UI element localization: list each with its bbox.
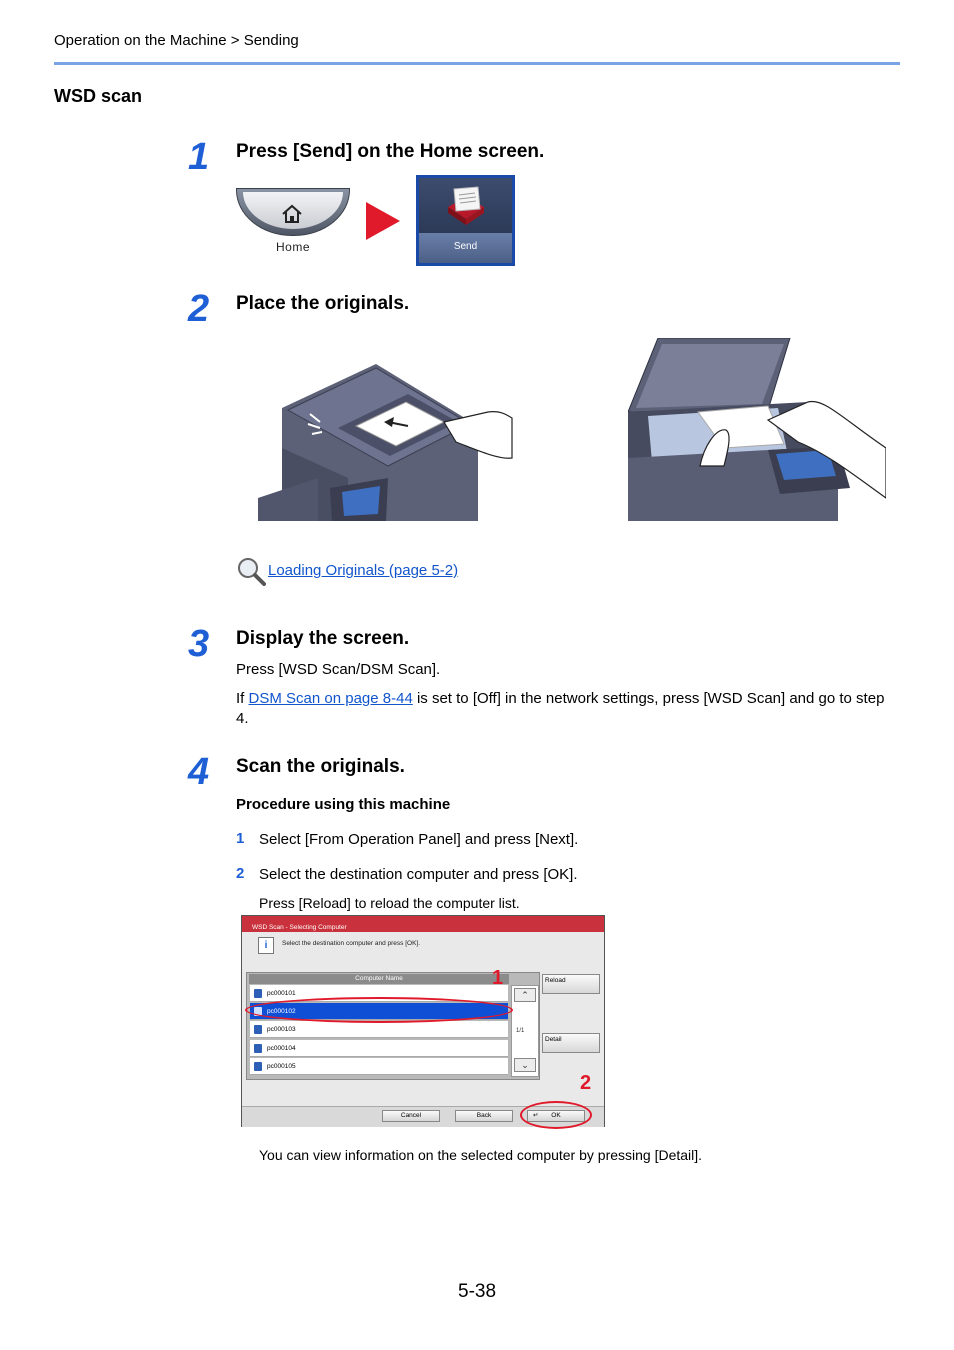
step-number-4: 4	[188, 751, 208, 793]
list-scrollbar	[511, 985, 539, 1077]
list-item[interactable]: pc000105	[250, 1058, 508, 1075]
enter-icon: ↵	[533, 1112, 539, 1119]
dsm-scan-link[interactable]: DSM Scan on page 8-44	[248, 690, 413, 707]
substep-number-2: 2	[236, 865, 245, 882]
arrow-right-icon	[366, 202, 400, 240]
platen-illustration	[628, 338, 886, 521]
reload-note: Press [Reload] to reload the computer list.	[259, 895, 520, 911]
callout-2: 2	[580, 1072, 592, 1094]
step3-paragraph	[236, 689, 900, 729]
substep-text-2: Select the destination computer and press [OK].	[259, 866, 578, 883]
info-icon: i	[258, 937, 274, 954]
home-button	[236, 188, 350, 262]
computer-icon	[254, 1044, 262, 1053]
home-label: Home	[275, 240, 310, 254]
computer-icon	[254, 1025, 262, 1034]
cancel-button[interactable]: Cancel	[382, 1110, 440, 1122]
step-number-2: 2	[188, 288, 208, 330]
list-item[interactable]: pc000101	[250, 985, 508, 1002]
reload-button[interactable]: Reload	[542, 974, 600, 994]
send-icon	[444, 183, 488, 227]
document-processor-illustration	[258, 338, 514, 521]
back-button[interactable]: Back	[455, 1110, 513, 1122]
list-item-selected[interactable]: pc000102	[250, 1003, 508, 1020]
magnifier-icon	[236, 556, 266, 586]
screen-title: WSD Scan - Selecting Computer	[252, 924, 347, 931]
breadcrumb: Operation on the Machine > Sending	[54, 32, 299, 49]
list-item[interactable]: pc000104	[250, 1040, 508, 1057]
house-icon	[281, 204, 303, 224]
section-title: WSD scan	[54, 86, 143, 106]
list-item[interactable]: pc000103	[250, 1021, 508, 1038]
ok-label: OK	[551, 1112, 561, 1119]
send-label: Send	[453, 241, 478, 252]
header-rule	[54, 62, 900, 65]
screen-message: Select the destination computer and press [OK].	[282, 940, 421, 947]
send-button	[416, 175, 515, 266]
step3-text-pre: If	[236, 690, 249, 707]
procedure-title: Procedure using this machine	[236, 796, 451, 813]
computer-icon	[254, 989, 262, 998]
step-title-1: Press [Send] on the Home screen.	[236, 141, 545, 162]
step3-text-post: is set to [Off] in the network settings, press [WSD Scan] and go to step 4.	[236, 690, 885, 727]
detail-note: You can view information on the selected computer by pressing [Detail].	[259, 1147, 703, 1163]
detail-button[interactable]: Detail	[542, 1033, 600, 1053]
substep-number-1: 1	[236, 830, 245, 847]
step3-text: Press [WSD Scan/DSM Scan].	[236, 661, 441, 678]
highlight-oval-ok	[520, 1101, 592, 1129]
scroll-up-button[interactable]: ⌃	[514, 988, 536, 1002]
screen-title-bar	[242, 916, 604, 932]
step-title-2: Place the originals.	[236, 293, 410, 314]
loading-originals-link[interactable]: Loading Originals (page 5-2)	[268, 562, 459, 579]
step-title-3: Display the screen.	[236, 628, 410, 649]
wsd-computer-select-screen	[241, 915, 605, 1127]
highlight-oval-row	[245, 997, 513, 1023]
step-number-1: 1	[188, 136, 208, 178]
step-title-4: Scan the originals.	[236, 756, 405, 777]
callout-1: 1	[492, 967, 504, 989]
column-header: Computer Name	[249, 974, 509, 984]
page-number: 5-38	[458, 1281, 497, 1302]
substep-text-1: Select [From Operation Panel] and press [Next].	[259, 831, 579, 848]
page-indicator: 1/1	[516, 1028, 525, 1034]
step-number-3: 3	[188, 623, 208, 665]
scroll-down-button[interactable]: ⌄	[514, 1058, 536, 1072]
computer-icon	[254, 1062, 262, 1071]
